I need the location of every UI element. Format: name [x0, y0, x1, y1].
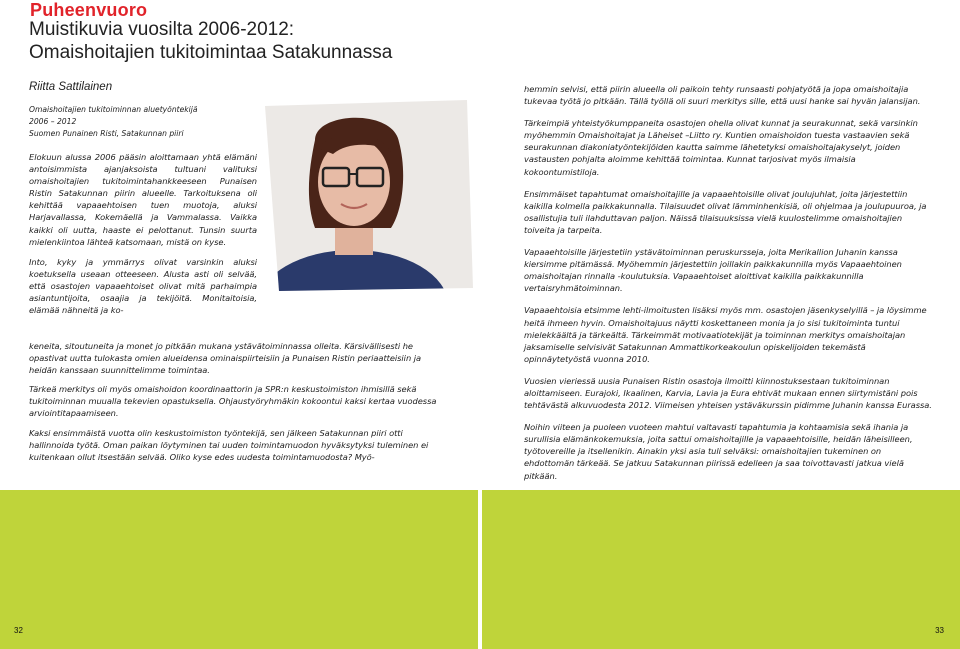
portrait-photo	[253, 100, 473, 291]
paragraph: keneita, sitoutuneita ja monet jo pitkään mukana ystävätoiminnassa olleita. Kärsivällisesti he opastivat uutta tulokasta omien alueidensa ominaispiirteisiin ja Punaisen Ristin periaatteisiin ja heidän kanssaan suunnittelimme toimintaa.	[29, 341, 422, 376]
paragraph: Elokuun alussa 2006 pääsin aloittamaan yhtä elämäni antoisimmista ajanjaksoista tultuani valituksi omaishoitajien tukitoimintahankkeeseen Punaisen Ristin Satakunnan piirin alueelle. Tarkoituksena oli kehittää vapaaehtoisen tuen muotoja, aluksi Harjavallassa, Kokemäellä ja Vammalassa. Vaikka kaikki oli uutta, haaste ei pelottanut. Tunsin suurta mielenkiintoa lähteä katsomaan, mistä on kyse.	[29, 152, 257, 247]
paragraph: Tärkeä merkitys oli myös omaishoidon koordinaattorin ja SPR:n keskustoimiston ihmisillä sekä tukitoiminnan muualla tekevien opastuksella. Ohjaustyöryhmäkin kokoontui kaksi kertaa vuodessa arviointitapaamiseen.	[29, 384, 437, 419]
author-name: Riitta Sattilainen	[29, 81, 113, 93]
left-column-wide	[29, 340, 437, 470]
decorative-green-band	[0, 490, 478, 649]
right-page	[482, 0, 960, 649]
headline-line-1: Muistikuvia vuosilta 2006-2012:	[29, 19, 295, 40]
page-number-right: 33	[935, 626, 944, 635]
paragraph: Ensimmäiset tapahtumat omaishoitajille ja vapaaehtoisille olivat joulujuhlat, joita järjestettiin kaikilla kolmella paikkakunnalla. Tilaisuudet olivat lämminhenkisiä, oli ohjelmaa ja joulupuuroa, ja osallistujia tuli ilahduttavan paljon. Näissä tilaisuuksissa vielä kuulostelimme omaishoitajien toiveita ja tarpeita.	[524, 188, 927, 235]
headline-line-2: Omaishoitajien tukitoimintaa Satakunnassa	[29, 42, 393, 63]
page-number-left: 32	[14, 626, 23, 635]
headline	[29, 18, 469, 64]
paragraph: Kaksi ensimmäistä vuotta olin keskustoimiston työntekijä, sen jälkeen Satakunnan piiri otti hallinnoida työtä. Oman paikan löytyminen tai uuden toimintamuodon hyväksytyksi tuleminen ei kuitenkaan ollut itsestään selvää. Oliko kyse edes uudesta toimintamuodosta? Myö-	[29, 427, 429, 462]
right-column	[524, 83, 932, 492]
left-page	[0, 0, 478, 649]
author-organization: Suomen Punainen Risti, Satakunnan piiri	[29, 128, 184, 138]
section-label: Puheenvuoro	[30, 0, 148, 20]
left-column-narrow	[29, 151, 257, 324]
paragraph: Vapaaehtoisia etsimme lehti-ilmoitusten lisäksi myös mm. osastojen jäsenkyselyillä – ja löysimme heitä ihmeen hyvin. Omaishoitajuus näytti koskettaneen monia ja jo sisi tukitoiminta tuntui mielekkäältä ja tärkeältä. Tärkeimmät motivaatiotekijät ja toiminnan merkitys omaishoitajan jaksamiselle selvisivät Satakunnan Ammattikorkeakoulun opiskelijoiden tekemästä opinnäytetyöstä vuonna 2010.	[524, 305, 927, 364]
paragraph: Tärkeimpiä yhteistyökumppaneita osastojen ohella olivat kunnat ja seurakunnat, sekä varsinkin myöhemmin Omaishoitajat ja Läheiset –Liitto ry. Kuntien omaishoidon tuesta vastaavien sekä seurakunnan diakoniatyöntekijöiden kautta saimme lähetetyksi omaishoitajakyselyt, joiden vastausten pohjalta aloimme kehittää toimintaa. Kunnat tarjosivat myös ilmaisia kokoontumistiloja.	[524, 118, 918, 177]
paragraph: Vuosien vieriessä uusia Punaisen Ristin osastoja ilmoitti kiinnostuksestaan tukitoiminnan aloittamiseen. Eurajoki, Ikaalinen, Karvia, Lavia ja Eura ehtivät mukaan ennen siirtymistäni pois tehtävästä alkuvuodesta 2012. Viimeisen yhteisen ystäväkurssin pidimme Juhanin kanssa Eurassa.	[524, 375, 932, 411]
portrait-photo-svg	[253, 100, 473, 291]
paragraph: hemmin selvisi, että piirin alueella oli paikoin tehty runsaasti pohjatyötä ja jopa omaishoitajia tukevaa työtä jo pitkään. Tällä työllä oli suuri merkitys sille, että uusi hanke sai hyvän jalansijan.	[524, 84, 921, 107]
author-years: 2006 – 2012	[29, 116, 77, 126]
decorative-green-band	[482, 490, 960, 649]
author-meta	[29, 104, 198, 139]
paragraph: Vapaaehtoisille järjestetiin ystävätoiminnan peruskursseja, joita Merikallion Juhanin kanssa kiersimme pitämässä. Myöhemmin järjestettiin joillakin paikkakunnilla myös Vapaaehtoinen omaishoitajan rinnalla -koulutuksia. Vapaaehtoiset aloittivat kaikilla paikkakunnilla vertaisryhmätoiminnan.	[524, 247, 902, 294]
author-role: Omaishoitajien tukitoiminnan aluetyöntekijä	[29, 105, 198, 114]
paragraph: Into, kyky ja ymmärrys olivat varsinkin aluksi koetuksella useaan otteeseen. Alusta asti oli selvää, että osastojen vapaaehtoiset olivat mitä parhaimpia asiantuntijoita, osaajia ja tekijöitä. Monitaitoisia, elämää nähneitä ja ko-	[29, 256, 257, 316]
paragraph: Noihin viiteen ja puoleen vuoteen mahtui valtavasti tapahtumia ja kohtaamisia sekä ihania ja surullisia elämänkokemuksia, joita sattui omaishoitajille ja vapaaehtoisille, heidän läheisilleen, työtovereille ja itsellenikin. Ainakin yksi asia tuli selväksi: omaishoitajien tukeminen on ehdottomän tärkeää. Se jatkuu Satakunnan piirissä edelleen ja saa toivottavasti jatkua vielä pitkään.	[524, 422, 913, 481]
